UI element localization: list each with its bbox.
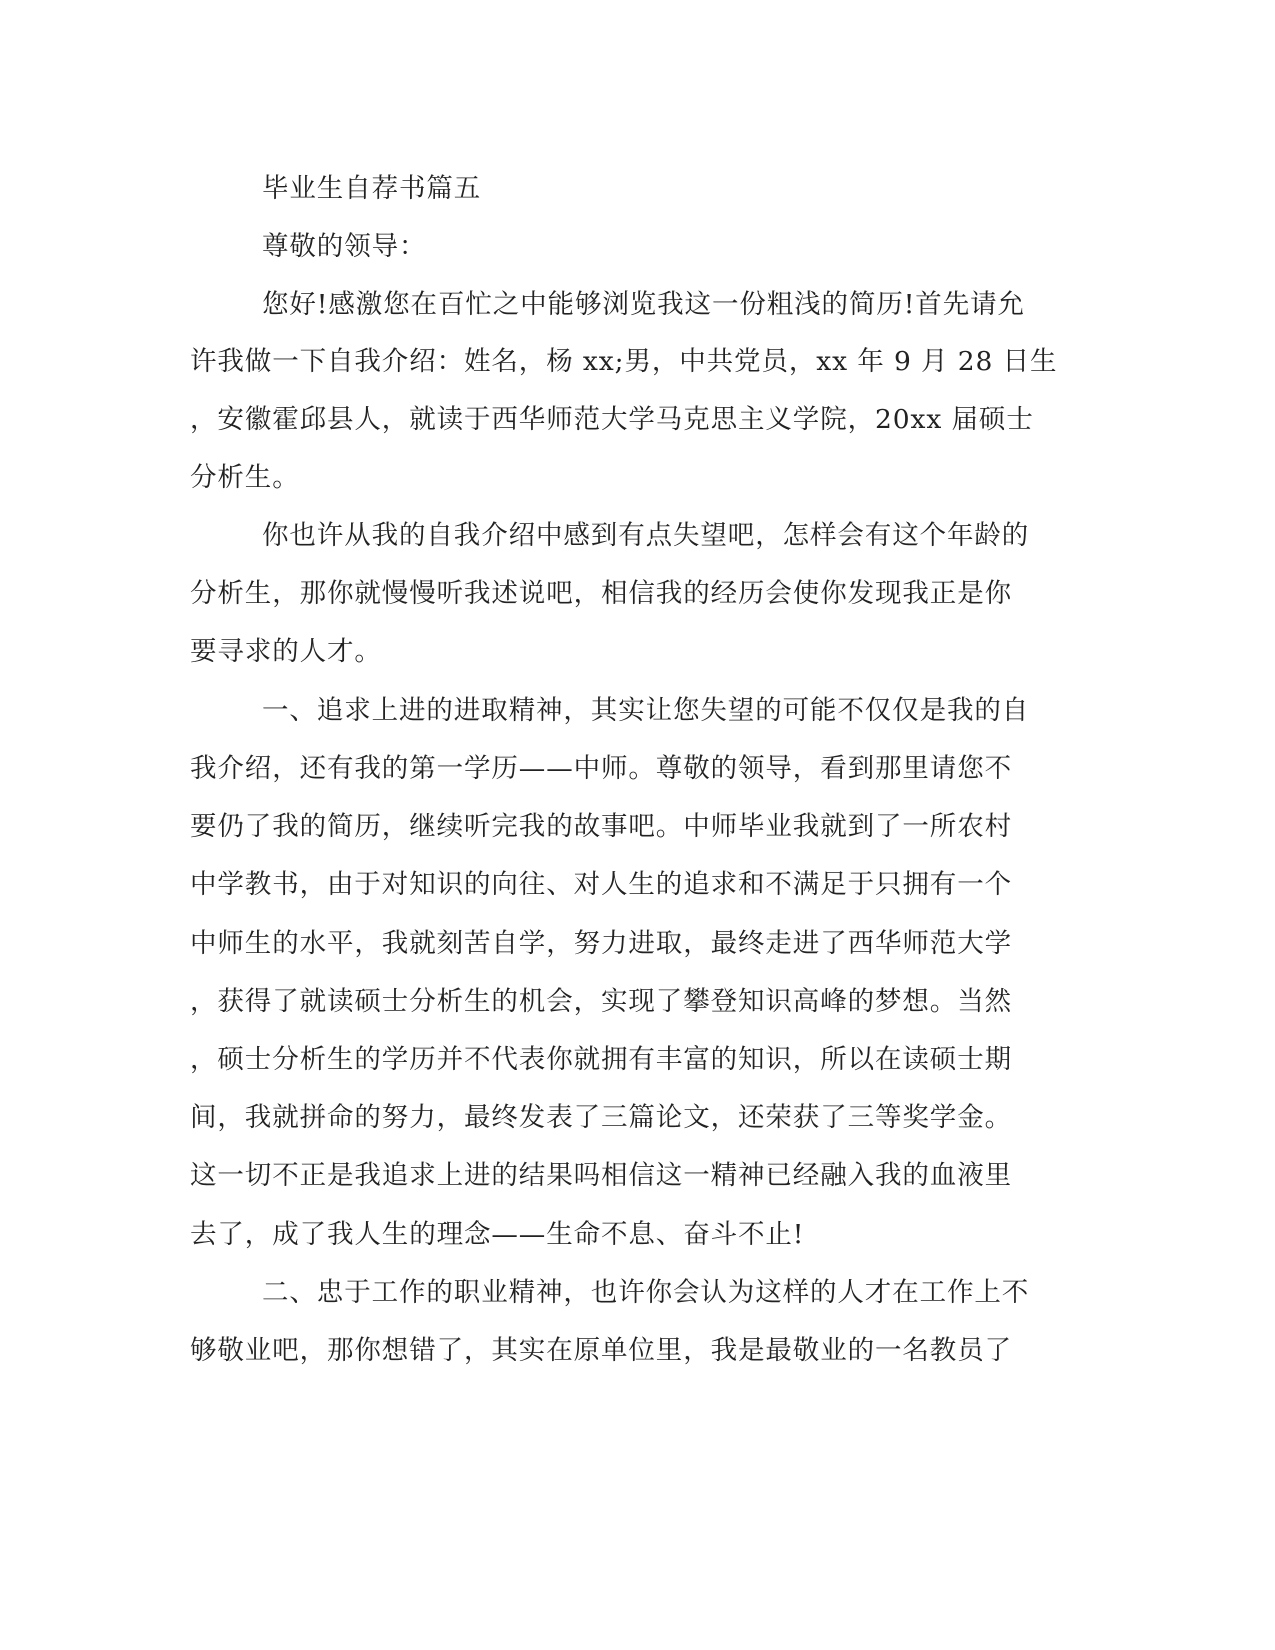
body-line: 中师生的水平，我就刻苦自学，努力进取，最终走进了西华师范大学 — [190, 928, 1012, 959]
body-line: 二、忠于工作的职业精神，也许你会认为这样的人才在工作上不 — [262, 1277, 1030, 1308]
body-line: 分析生，那你就慢慢听我述说吧，相信我的经历会使你发现我正是你 — [190, 578, 1012, 609]
body-line: 够敬业吧，那你想错了，其实在原单位里，我是最敬业的一名教员了 — [190, 1335, 1012, 1366]
body-line: ，硕士分析生的学历并不代表你就拥有丰富的知识，所以在读硕士期 — [190, 1044, 1012, 1075]
body-line: 中学教书，由于对知识的向往、对人生的追求和不满足于只拥有一个 — [190, 869, 1012, 900]
document-title: 毕业生自荐书篇五 — [262, 173, 482, 204]
body-line: 分析生。 — [190, 462, 300, 493]
body-line: 一、追求上进的进取精神，其实让您失望的可能不仅仅是我的自 — [262, 695, 1030, 726]
body-line: 你也许从我的自我介绍中感到有点失望吧，怎样会有这个年龄的 — [262, 520, 1030, 551]
body-line: 这一切不正是我追求上进的结果吗相信这一精神已经融入我的血液里 — [190, 1160, 1012, 1191]
salutation: 尊敬的领导： — [262, 231, 427, 262]
body-line: 去了，成了我人生的理念——生命不息、奋斗不止! — [190, 1219, 805, 1250]
body-line: 要寻求的人才。 — [190, 636, 382, 667]
body-line: 许我做一下自我介绍：姓名，杨 xx;男，中共党员，xx 年 9 月 28 日生 — [190, 346, 1058, 377]
body-line: ，获得了就读硕士分析生的机会，实现了攀登知识高峰的梦想。当然 — [190, 986, 1012, 1017]
body-line: ，安徽霍邱县人，就读于西华师范大学马克思主义学院，20xx 届硕士 — [190, 404, 1034, 435]
body-line: 间，我就拼命的努力，最终发表了三篇论文，还荣获了三等奖学金。 — [190, 1102, 1012, 1133]
body-line: 您好!感激您在百忙之中能够浏览我这一份粗浅的简历!首先请允 — [262, 289, 1025, 320]
body-line: 我介绍，还有我的第一学历——中师。尊敬的领导，看到那里请您不 — [190, 753, 1012, 784]
body-line: 要仍了我的简历，继续听完我的故事吧。中师毕业我就到了一所农村 — [190, 811, 1012, 842]
